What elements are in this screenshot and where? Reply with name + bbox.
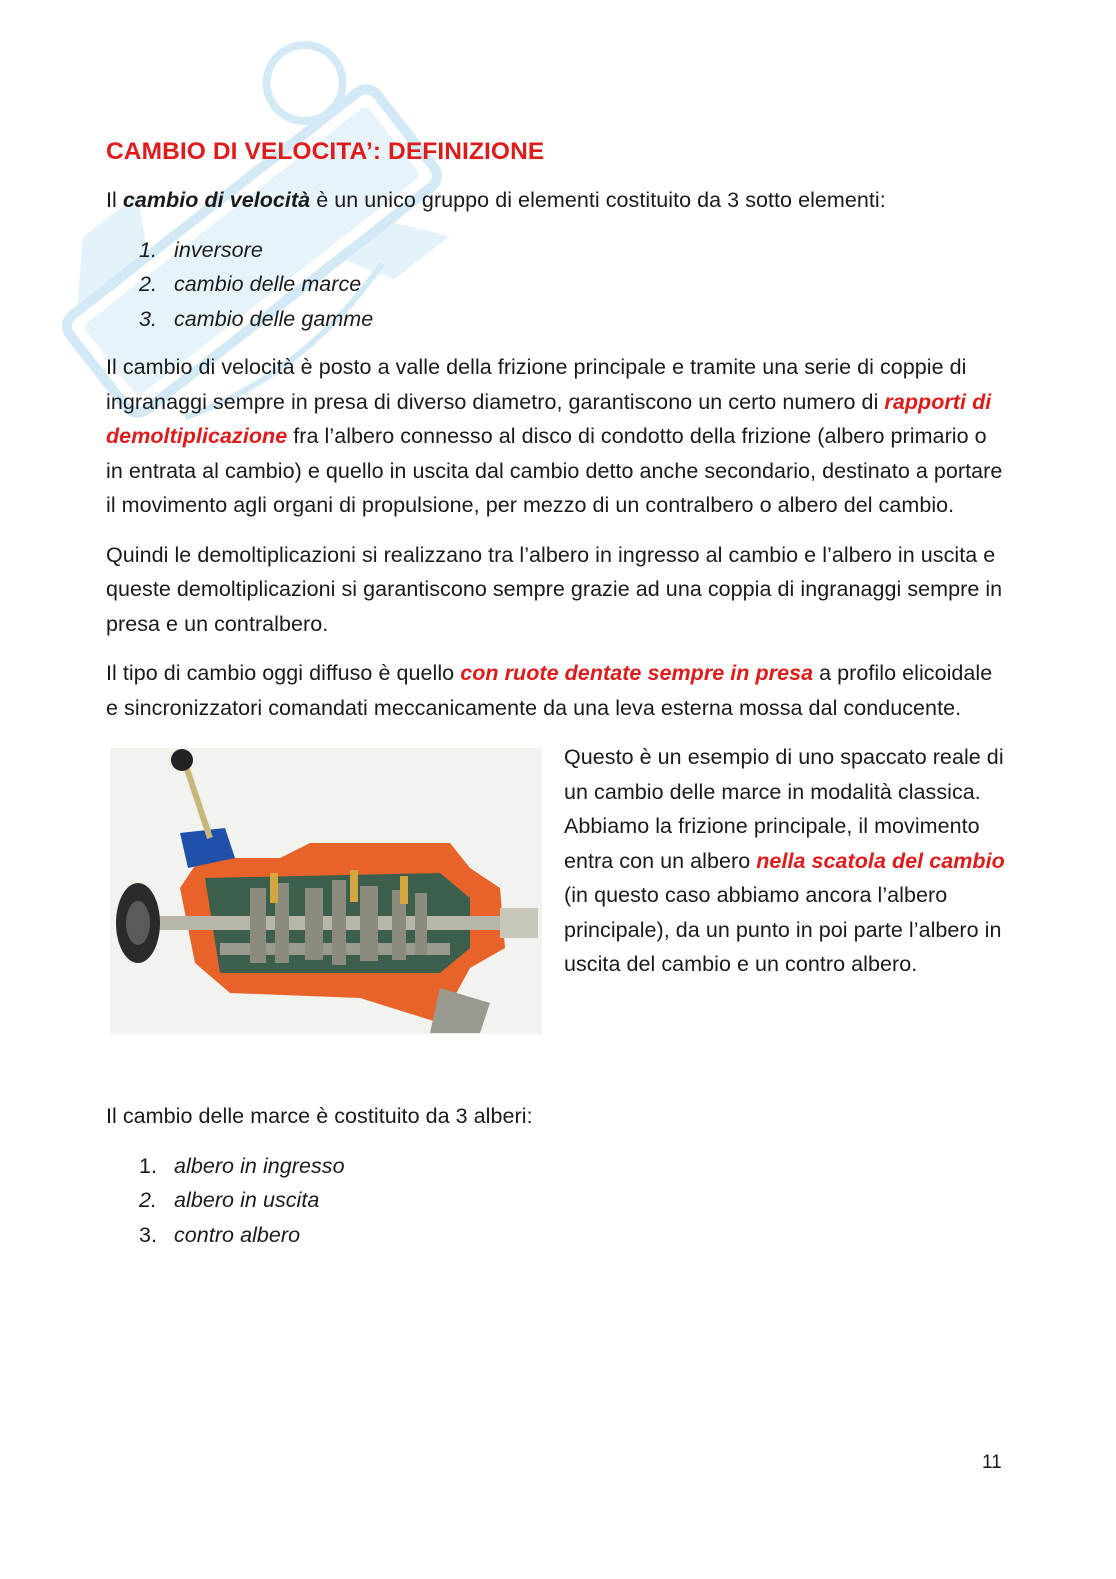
list-item: 2. cambio delle marce [139,272,362,296]
highlight-scatola-cambio: nella scatola del cambio [756,848,1005,873]
intro-paragraph: Il cambio di velocità è un unico gruppo di elementi costituito da 3 sotto elementi: [106,188,886,212]
paragraph-4: Il cambio delle marce è costituito da 3 alberi: [106,1104,533,1128]
page-number: 11 [982,1452,1002,1473]
figure-row [106,740,1006,1085]
shafts-list [106,1149,1006,1253]
paragraph-1: Il cambio di velocità è posto a valle della frizione principale e tramite una serie di coppie di ingranaggi sempre in presa di diverso diametro, garantiscono un certo numero di rapporti di demoltiplicazione fra l’albero connesso al disco di condotto della frizione (albero primario o in entrata al cambio) e quello in uscita dal cambio detto anche secondario, destinato a portare il movimento agli organi di propulsione, per mezzo di un contralbero o albero del cambio. [106,355,1003,517]
list-item: 3. contro albero [139,1222,301,1247]
list-item: 1. inversore [139,237,263,262]
highlight-demoltiplicazione: rapporti di demoltiplicazione [106,389,992,448]
document-body [106,134,1006,1266]
sub-elements-list [106,233,1006,337]
paragraph-2: Quindi le demoltiplicazioni si realizzano tra l’albero in ingresso al cambio e l’albero in uscita e queste demoltiplicazioni si garantiscono sempre grazie ad una coppia di ingranaggi sempre in presa e un contralbero. [106,542,1003,636]
list-item: 3. cambio delle gamme [139,306,374,331]
list-item: 2. albero in uscita [139,1188,320,1212]
gearbox-cutaway-image [110,748,542,1034]
figure-caption: Questo è un esempio di uno spaccato reale di un cambio delle marce in modalità classica. Abbiamo la frizione principale, il movimento entra con un albero nella scatola del cambio (in questo caso abbiamo ancora l’albero principale), da un punto in poi parte l’albero in uscita del cambio e un contro albero. [564,745,1005,976]
highlight-ruote-dentate: con ruote dentate sempre in presa [460,661,814,685]
paragraph-3: Il tipo di cambio oggi diffuso è quello con ruote dentate sempre in presa a profilo elicoidale e sincronizzatori comandati meccanicamente da una leva esterna mossa dal conducente. [106,661,993,720]
intro-bold-term: cambio di velocità [122,188,311,212]
page-title: CAMBIO DI VELOCITA’: DEFINIZIONE [106,138,545,165]
list-item: 1. albero in ingresso [139,1153,345,1178]
